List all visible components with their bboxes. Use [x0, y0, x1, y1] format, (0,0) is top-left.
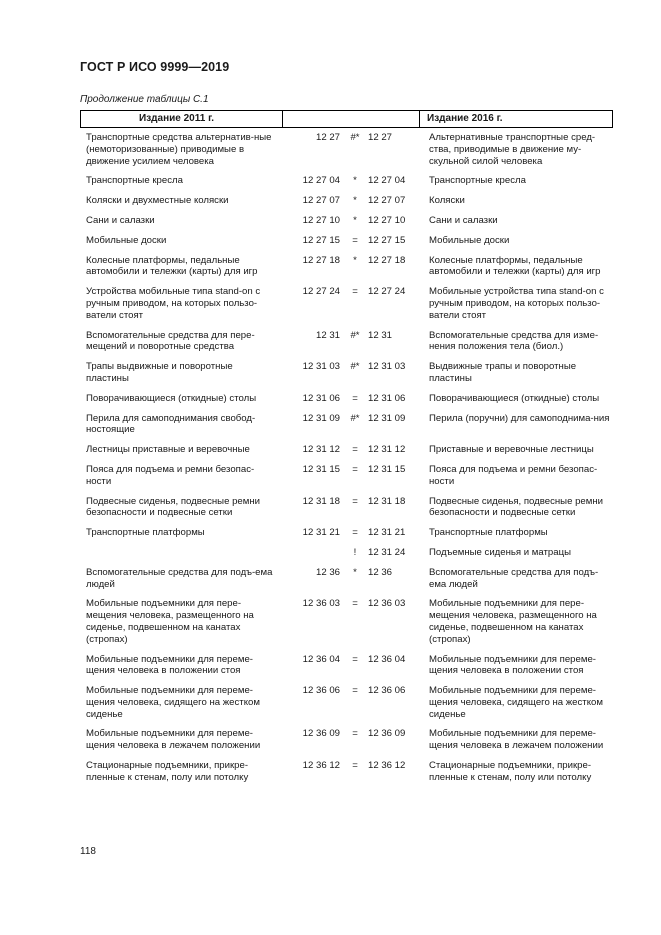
old-code-cell: 12 31 15 — [302, 463, 340, 475]
change-symbol-cell: = — [352, 495, 358, 507]
new-name-cell: Пояса для подъема и ремни безопас-ности — [429, 463, 598, 487]
table-row — [80, 598, 613, 645]
change-symbol-cell: = — [352, 444, 358, 456]
change-symbol-cell: * — [353, 566, 357, 578]
old-name-cell: Мобильные подъемники для пере-мещения человека, размещенного на сиденье, подвешенном на канатах (стропах) — [86, 598, 254, 645]
table-body — [80, 128, 613, 784]
new-code-cell: 12 31 21 — [368, 527, 406, 539]
table-row — [80, 286, 613, 321]
old-code-cell: 12 31 09 — [302, 412, 340, 424]
change-symbol-cell: = — [352, 286, 358, 298]
old-name-cell: Транспортные средства альтернатив-ные (немоторизованные) приводимые в движение усилием человека — [86, 132, 272, 167]
change-symbol-cell: = — [352, 653, 358, 665]
old-name-cell: Мобильные доски — [86, 234, 167, 246]
new-code-cell: 12 31 — [368, 329, 393, 341]
new-name-cell: Приставные и веревочные лестницы — [429, 444, 594, 456]
table-caption: Продолжение таблицы С.1 — [80, 94, 209, 105]
page-number: 118 — [80, 846, 96, 857]
old-code-cell: 12 36 04 — [302, 653, 340, 665]
table-row — [80, 361, 613, 385]
new-code-cell: 12 31 03 — [368, 361, 406, 373]
new-name-cell: Альтернативные транспортные сред-ства, приводимые в движение му-скульной силой человека — [429, 132, 596, 167]
change-symbol-cell: * — [353, 214, 357, 226]
new-code-cell: 12 27 04 — [368, 175, 406, 187]
new-name-cell: Мобильные подъемники для переме-щения человека в лежачем положении — [429, 728, 604, 752]
table-row — [80, 444, 613, 456]
old-name-cell: Стационарные подъемники, прикре-пленные к стенам, полу или потолку — [86, 760, 249, 783]
old-name-cell: Лестницы приставные и веревочные — [86, 444, 250, 456]
table-row — [80, 760, 613, 784]
old-code-cell: 12 27 18 — [302, 254, 340, 266]
old-name-cell: Коляски и двухместные коляски — [86, 195, 229, 207]
old-name-cell: Вспомогательные средства для пере-мещений и поворотные средства — [86, 329, 255, 353]
new-code-cell: 12 36 03 — [368, 598, 406, 610]
new-code-cell: 12 27 15 — [368, 234, 406, 246]
old-code-cell: 12 27 24 — [302, 286, 340, 298]
old-name-cell: Сани и салазки — [86, 214, 155, 226]
old-code-cell: 12 31 06 — [302, 392, 340, 404]
table-row — [80, 393, 613, 405]
old-code-cell: 12 31 03 — [302, 361, 340, 373]
old-name-cell: Поворачивающиеся (откидные) столы — [86, 392, 257, 404]
new-code-cell: 12 31 06 — [368, 392, 406, 404]
header-edition-2016: Издание 2016 г. — [427, 113, 503, 124]
new-name-cell: Подвесные сиденья, подвесные ремни безопасности и подвесные сетки — [429, 495, 604, 519]
new-code-cell: 12 27 07 — [368, 195, 406, 207]
new-name-cell: Мобильные доски — [429, 234, 510, 246]
document-title: ГОСТ Р ИСО 9999—2019 — [80, 60, 230, 74]
change-symbol-cell: = — [352, 527, 358, 539]
old-name-cell: Перила для самоподнимания свобод-ностоящие — [86, 412, 256, 436]
new-name-cell: Мобильные подъемники для переме-щения человека в положении стоя — [429, 653, 596, 677]
old-code-cell: 12 36 06 — [302, 685, 340, 697]
old-code-cell: 12 27 07 — [302, 195, 340, 207]
old-code-cell: 12 31 — [315, 329, 340, 341]
new-code-cell: 12 31 12 — [368, 444, 406, 456]
change-symbol-cell: #* — [350, 412, 360, 424]
new-name-cell: Транспортные платформы — [429, 527, 548, 539]
new-name-cell: Вспомогательные средства для подъ-ема людей — [429, 566, 599, 590]
new-code-cell: 12 31 09 — [368, 412, 406, 424]
header-edition-2011: Издание 2011 г. — [139, 113, 215, 124]
table-row — [80, 132, 613, 167]
old-name-cell — [80, 547, 281, 559]
table-row — [80, 728, 613, 752]
new-code-cell: 12 27 24 — [368, 286, 406, 298]
header-divider — [419, 111, 420, 127]
old-code-cell: 12 36 09 — [302, 728, 340, 740]
new-code-cell: 12 36 04 — [368, 653, 406, 665]
table-row — [80, 330, 613, 354]
old-code-cell — [281, 547, 344, 559]
change-symbol-cell: = — [352, 598, 358, 610]
table-row — [80, 413, 613, 437]
new-code-cell: 12 27 10 — [368, 214, 406, 226]
new-name-cell: Мобильные устройства типа stand-on с ручным приводом, на которых пользо-ватели стоят — [429, 286, 604, 321]
table-row — [80, 255, 613, 279]
table-row — [80, 195, 613, 207]
old-name-cell: Устройства мобильные типа stand-on с ручным приводом, на которых пользо-ватели стоят — [86, 286, 261, 321]
old-name-cell: Подвесные сиденья, подвесные ремни безопасности и подвесные сетки — [86, 495, 261, 519]
change-symbol-cell: * — [353, 195, 357, 207]
old-name-cell: Колесные платформы, педальные автомобили и тележки (карты) для игр — [86, 254, 258, 278]
new-name-cell: Перила (поручни) для самоподнима-ния — [429, 412, 610, 424]
table-row — [80, 654, 613, 678]
change-symbol-cell: = — [352, 685, 358, 697]
new-code-cell: 12 36 09 — [368, 728, 406, 740]
change-symbol-cell: = — [352, 234, 358, 246]
old-code-cell: 12 27 — [315, 132, 340, 143]
new-code-cell: 12 31 15 — [368, 463, 406, 475]
old-name-cell: Транспортные платформы — [86, 527, 205, 539]
change-symbol-cell: = — [352, 463, 358, 475]
new-name-cell: Сани и салазки — [429, 214, 498, 226]
old-name-cell: Мобильные подъемники для переме-щения человека в лежачем положении — [86, 728, 261, 752]
new-name-cell: Подъемные сиденья и матрацы — [429, 546, 571, 558]
old-name-cell: Транспортные кресла — [86, 175, 183, 187]
new-name-cell: Колесные платформы, педальные автомобили и тележки (карты) для игр — [429, 254, 601, 278]
table-row — [80, 175, 613, 187]
old-code-cell: 12 31 18 — [302, 495, 340, 507]
new-name-cell: Выдвижные трапы и поворотные пластины — [429, 361, 577, 384]
old-code-cell: 12 36 — [315, 566, 340, 578]
new-code-cell: 12 36 12 — [368, 760, 406, 772]
change-symbol-cell: * — [353, 254, 357, 266]
new-code-cell: 12 31 24 — [368, 546, 406, 558]
table-row — [80, 527, 613, 539]
change-symbol-cell: * — [353, 175, 357, 187]
old-code-cell: 12 27 15 — [302, 234, 340, 246]
old-code-cell: 12 31 21 — [302, 527, 340, 539]
change-symbol-cell: #* — [350, 329, 360, 341]
new-name-cell: Коляски — [429, 195, 465, 207]
old-name-cell: Вспомогательные средства для подъ-ема людей — [86, 566, 273, 590]
new-name-cell: Вспомогательные средства для изме-нения положения тела (биол.) — [429, 329, 599, 353]
new-name-cell: Мобильные подъемники для переме-щения человека, сидящего на жестком сиденье — [429, 685, 603, 720]
old-name-cell: Трапы выдвижные и поворотные пластины — [86, 361, 233, 384]
new-code-cell: 12 36 — [368, 566, 393, 578]
change-symbol-cell: ! — [353, 546, 357, 558]
old-code-cell: 12 31 12 — [302, 444, 340, 456]
table-row — [80, 685, 613, 720]
old-code-cell: 12 27 04 — [302, 175, 340, 187]
old-name-cell: Мобильные подъемники для переме-щения человека в положении стоя — [86, 653, 253, 677]
change-symbol-cell: = — [352, 760, 358, 772]
old-code-cell: 12 36 03 — [302, 598, 340, 610]
change-symbol-cell: = — [352, 392, 358, 404]
table-row — [80, 215, 613, 227]
old-code-cell: 12 36 12 — [302, 760, 340, 772]
new-code-cell: 12 27 — [368, 132, 393, 143]
change-symbol-cell: = — [352, 728, 358, 740]
table-row — [80, 464, 613, 488]
new-name-cell: Транспортные кресла — [429, 175, 526, 187]
change-symbol-cell: #* — [350, 361, 360, 373]
table-row — [80, 567, 613, 591]
table-row — [80, 235, 613, 247]
new-code-cell: 12 31 18 — [368, 495, 406, 507]
change-symbol-cell: #* — [350, 132, 360, 143]
table-row — [80, 496, 613, 520]
old-code-cell: 12 27 10 — [302, 214, 340, 226]
table-row — [80, 547, 613, 559]
old-name-cell: Пояса для подъема и ремни безопас-ности — [86, 463, 255, 487]
new-name-cell: Стационарные подъемники, прикре-пленные к стенам, полу или потолку — [429, 760, 592, 783]
table-header — [80, 110, 613, 128]
new-code-cell: 12 27 18 — [368, 254, 406, 266]
new-name-cell: Поворачивающиеся (откидные) столы — [429, 392, 600, 404]
new-name-cell: Мобильные подъемники для пере-мещения человека, размещенного на сиденье, подвешенном на канатах (стропах) — [429, 598, 597, 645]
old-name-cell: Мобильные подъемники для переме-щения человека, сидящего на жестком сиденье — [86, 685, 260, 720]
header-divider — [282, 111, 283, 127]
new-code-cell: 12 36 06 — [368, 685, 406, 697]
